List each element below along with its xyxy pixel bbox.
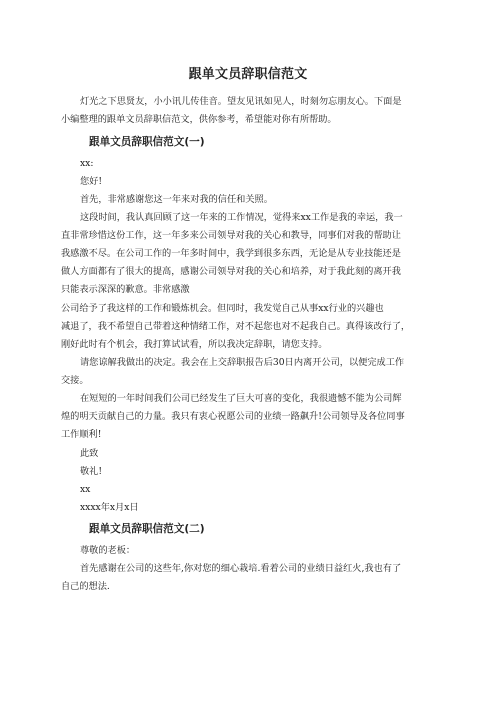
body-line: 请您谅解我做出的决定。我会在上交辞职报告后30日内离开公司，以便完成工作 <box>80 357 405 368</box>
intro-line: 小编整理的跟单文员辞职信范文，供你参考，希望能对你有所帮助。 <box>61 114 337 125</box>
body-line: 公司给予了我这样的工作和锻炼机会。但同时，我发觉自己从事xx行业的兴趣也 <box>61 303 384 314</box>
body-line: 我感激不尽。在公司工作的一年多时间中，我学到很多东西，无论是从专业技能还是 <box>61 248 401 259</box>
closing-line: 敬礼! <box>80 466 103 477</box>
body-line: 直非常珍惜这份工作，这一年多来公司领导对我的关心和教导，同事们对我的帮助让 <box>61 230 401 241</box>
body-line: 工作顺利! <box>61 429 102 440</box>
body-line: 这段时间，我认真回顾了这一年来的工作情况，觉得来xx工作是我的幸运，我一 <box>80 212 403 223</box>
signature-name: xx <box>80 484 91 495</box>
salutation: 尊敬的老板： <box>80 545 136 556</box>
body-line: 减退了，我不希望自己带着这种情绪工作，对不起您也对不起我自己。真得该改行了， <box>61 321 411 332</box>
body-line: 煌的明天贡献自己的力量。我只有衷心祝愿公司的业绩一路飙升!公司领导及各位同事 <box>61 411 405 422</box>
document-title: 跟单文员辞职信范文 <box>188 67 308 82</box>
closing-line: 此致 <box>80 448 99 459</box>
body-line: 做人方面都有了很大的提高，感谢公司领导对我的关心和培养，对于我此刻的离开我 <box>61 266 401 277</box>
body-line: 首先感谢在公司的这些年,你对您的细心栽培.看着公司的业绩日益红火,我也有了 <box>80 563 402 574</box>
section-heading: 跟单文员辞职信范文(二) <box>89 523 205 535</box>
body-line: 在短短的一年时间我们公司已经发生了巨大可喜的变化，我很遗憾不能为公司辉 <box>80 393 402 404</box>
salutation: xx: <box>80 158 94 169</box>
body-line: 自己的想法. <box>61 581 110 592</box>
intro-line: 灯光之下思贤友，小小讯儿传佳音。望友见讯如见人，时刻勿忘朋友心。下面是 <box>80 96 402 107</box>
signature-date: xxxx年x月x日 <box>80 502 139 513</box>
body-line: 只能表示深深的歉意。非常感激 <box>61 284 190 295</box>
body-line: 首先，非常感谢您这一年来对我的信任和关照。 <box>80 194 273 205</box>
body-line: 刚好此时有个机会，我打算试试看，所以我决定辞职，请您支持。 <box>61 339 328 350</box>
section-heading: 跟单文员辞职信范文(一) <box>89 136 205 148</box>
greeting: 您好! <box>80 176 103 187</box>
body-line: 交接。 <box>61 375 89 386</box>
